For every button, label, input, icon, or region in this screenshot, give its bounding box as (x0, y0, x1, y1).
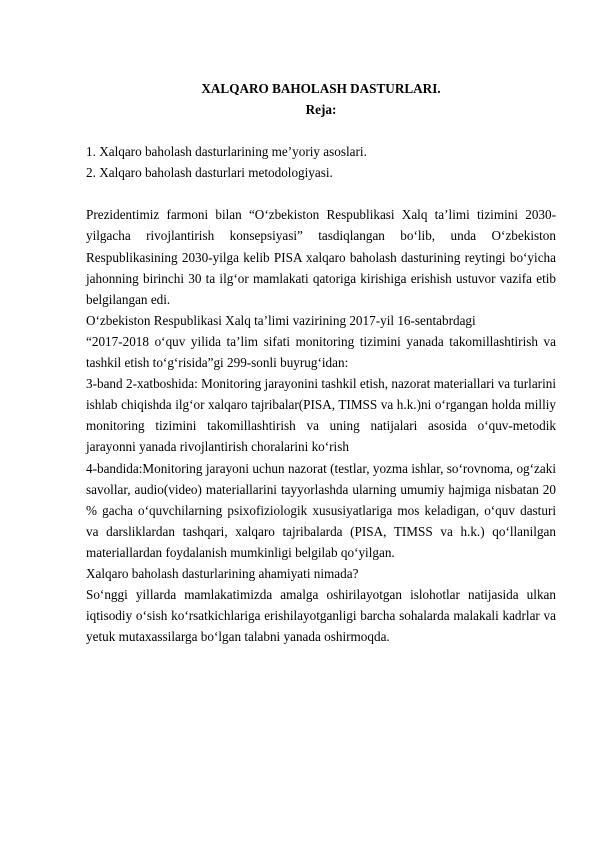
document-page (86, 78, 556, 647)
paragraph-decree: Prezidentimiz farmoni bilan “O‘zbekiston Respublikasi Xalq ta’limi tizimini 2030-yilgacha rivojlantirish konsepsiyasi” tasdiqlangan bo‘lib, unda O‘zbekiston Respublikasining 2030-yilga kelib PISA xalqaro baholash dasturining reytingi bo‘yicha jahonning birinchi 30 ta ilg‘or mamlakati qatoriga kirishiga erishish ustuvor vazifa etib belgilangan edi. (86, 207, 556, 307)
section-gap (86, 183, 556, 204)
paragraph-question: Xalqaro baholash dasturlarining ahamiyati nimada? (86, 565, 359, 581)
plan-item-1: 1. Xalqaro baholash dasturlarining me’yoriy asoslari. (86, 144, 367, 160)
paragraph-reforms: So‘nggi yillarda mamlakatimizda amalga oshirilayotgan islohotlar natijasida ulkan iqtisodiy o‘sish ko‘rsatkichlariga erishilayotganligi barcha sohalarda malakali kadrlar va yetuk mutaxassilarga bo‘lgan talabni yanada oshirmoqda. (86, 587, 556, 645)
paragraph-clause-3: 3-band 2-xatboshida: Monitoring jarayonini tashkil etish, nazorat materiallari va turlarini ishlab chiqishda ilg‘or xalqaro tajribalar(PISA, TIMSS va h.k.)ni o‘rgangan holda milliy monitoring tizimini takomillashtirish va uning natijalari asosida o‘quv-metodik jarayonni yanada rivojlantirish choralarini ko‘rish (86, 376, 556, 455)
plan-heading: Reja: (305, 102, 337, 118)
plan-item-2: 2. Xalqaro baholash dasturlari metodologiyasi. (86, 165, 333, 181)
paragraph-order-title: “2017-2018 o‘quv yilida ta’lim sifati monitoring tizimini yanada takomillashtirish va tashkil etish to‘g‘risida”gi 299-sonli buyrug‘idan: (86, 333, 556, 371)
paragraph-ministry-order: O‘zbekiston Respublikasi Xalq ta’limi vazirining 2017-yil 16-sentabrdagi (86, 312, 476, 328)
document-title: XALQARO BAHOLASH DASTURLARI. (201, 81, 441, 96)
paragraph-clause-4: 4-bandida:Monitoring jarayoni uchun nazorat (testlar, yozma ishlar, so‘rovnoma, og‘zaki savollar, audio(video) materiallarini tayyorlashda ularning umumiy hajmiga nisbatan 20 % gacha o‘quvchilarning psixofiziologik xususiyatlariga mos keladigan, o‘quv dasturi va darsliklardan tashqari, xalqaro tajribalarda (PISA, TIMSS va h.k.) qo‘llanilgan materiallardan foydalanish mumkinligi belgilab qo‘yilgan. (86, 460, 556, 560)
